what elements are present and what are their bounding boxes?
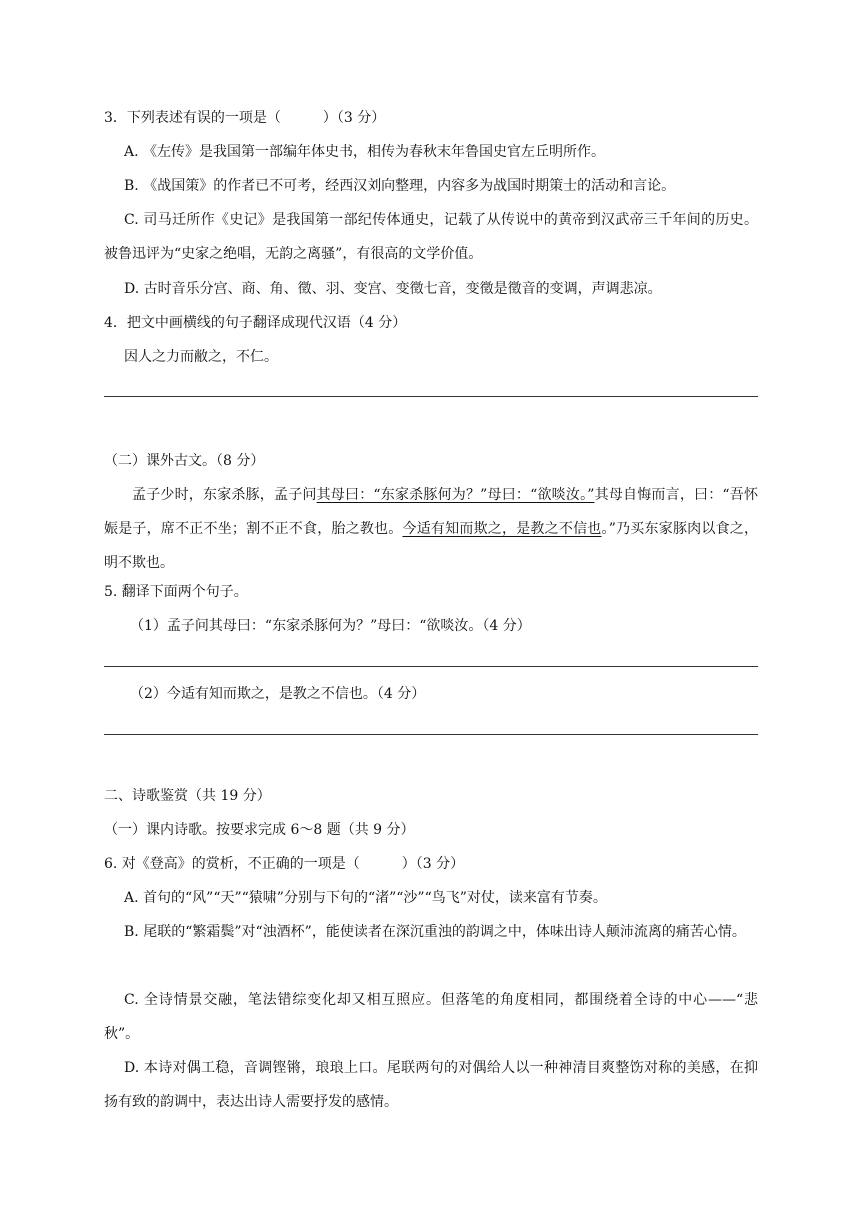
q6-option-b: B. 尾联的“繁霜鬓”对“浊酒杯”，能使读者在深沉重浊的韵调之中，体味出诗人颠沛流离的痛苦心情。	[124, 924, 746, 940]
q6-option-c: C. 全诗情景交融，笔法错综变化却又相互照应。但落笔的角度相同，都围绕着全诗的中心——“悲秋”。	[104, 992, 758, 1042]
passage-text-2: 其母自悔而言，曰：“吾怀娠是子，席不正不坐；割不正不食，胎之教也。	[104, 487, 758, 537]
q6-stem: 6. 对《登高》的赏析，不正确的一项是（ ）（3 分）	[104, 856, 465, 872]
q3-option-c: C. 司马迁所作《史记》是我国第一部纪传体通史，记载了从传说中的黄帝到汉武帝三千年间的历史。被鲁迅评为“史家之绝唱，无韵之离骚”，有很高的文学价值。	[104, 212, 758, 262]
q5-answer-line-1[interactable]	[104, 666, 758, 667]
q6-option-a: A. 首句的“风”“天”“猿啸”分别与下句的“渚”“沙”“鸟飞”对仗，读来富有节奏。	[124, 890, 607, 906]
q3-option-a: A. 《左传》是我国第一部编年体史书，相传为春秋末年鲁国史官左丘明所作。	[124, 144, 606, 160]
q5-answer-line-2[interactable]	[104, 734, 758, 735]
section-2-subtitle: （一）课内诗歌。按要求完成 6～8 题（共 9 分）	[104, 822, 415, 838]
q6-option-d: D. 本诗对偶工稳，音调铿锵，琅琅上口。尾联两句的对偶给人以一种神清目爽整饬对称的美感，在抑扬有致的韵调中，表达出诗人需要抒发的感情。	[104, 1060, 758, 1110]
q3-option-b: B. 《战国策》的作者已不可考，经西汉刘向整理，内容多为战国时期策士的活动和言论。	[124, 178, 676, 194]
q4-stem: 4．把文中画横线的句子翻译成现代汉语（4 分）	[104, 315, 407, 331]
passage-underlined-2: 今适有知而欺之，是教之不信也	[402, 521, 602, 537]
q5-stem: 5. 翻译下面两个句子。	[104, 584, 248, 600]
q5-sentence-1: （1）孟子问其母曰：“东家杀豚何为？”母曰：“欲啖汝。（4 分）	[130, 618, 531, 634]
extra-section-title: （二）课外古文。（8 分）	[104, 453, 265, 469]
q5-sentence-2: （2）今适有知而欺之，是教之不信也。（4 分）	[130, 686, 426, 702]
q3-stem: 3．下列表述有误的一项是（ ）（3 分）	[104, 110, 386, 126]
passage-text-3: 。”乃买东家豚肉以食之，明不欺也。	[104, 521, 759, 571]
extra-passage	[104, 478, 758, 580]
section-2-title: 二、诗歌鉴赏（共 19 分）	[104, 788, 271, 804]
q4-sentence: 因人之力而敝之，不仁。	[124, 349, 278, 365]
q4-answer-line[interactable]	[104, 396, 758, 397]
q3-option-d: D. 古时音乐分宫、商、角、徵、羽、变宫、变徵七音，变徵是徵音的变调，声调悲凉。	[124, 281, 662, 297]
passage-underlined-1: 其母曰：“东家杀豚何为？”母曰：“欲啖汝。”	[316, 487, 595, 503]
passage-text-1: 孟子少时，东家杀豚，孟子问	[132, 487, 317, 503]
